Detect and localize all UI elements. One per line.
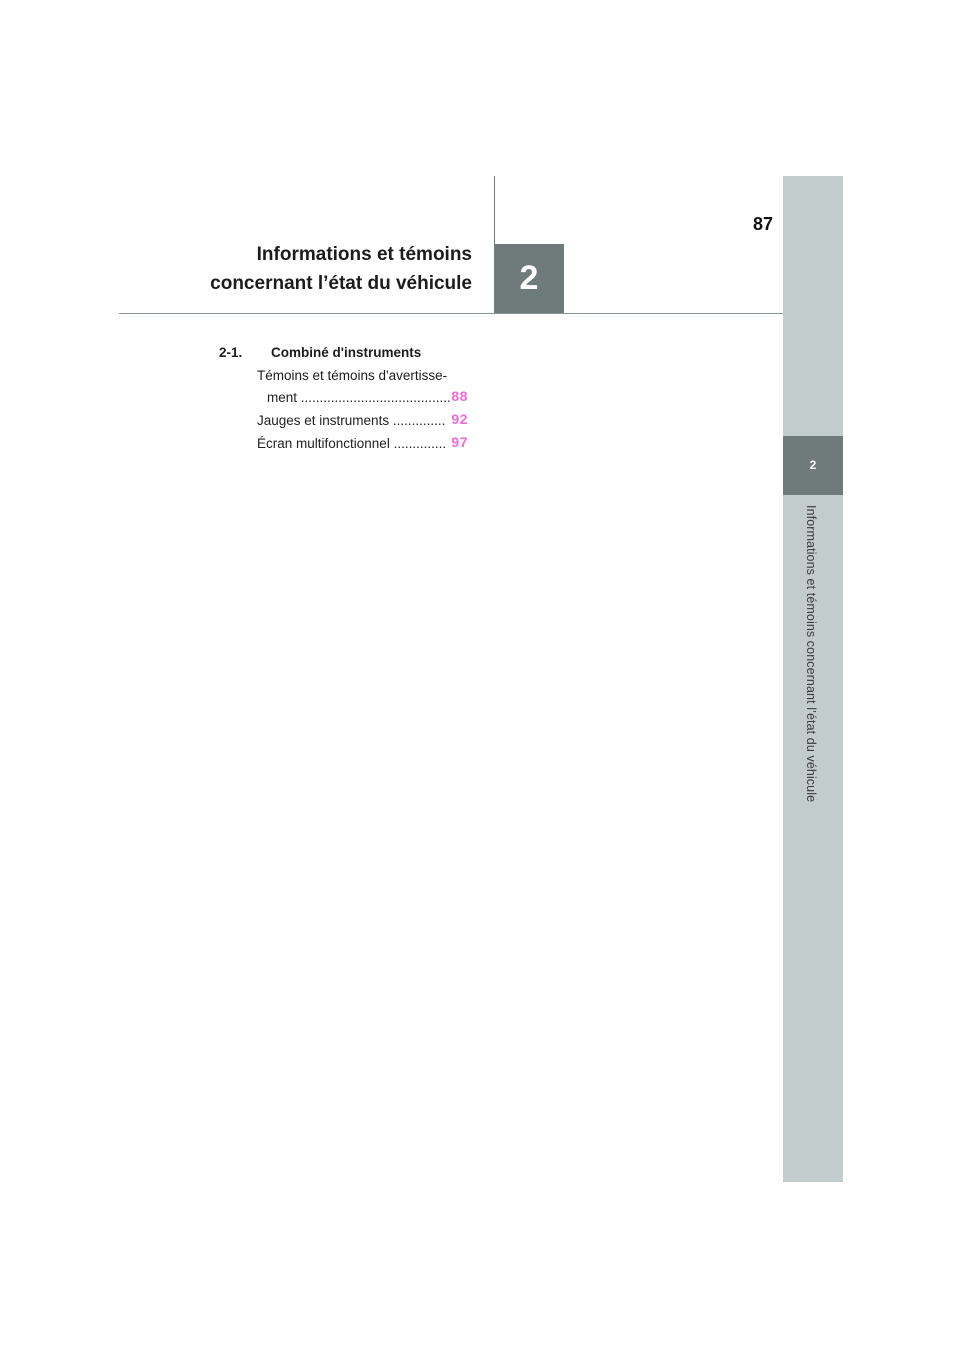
- header-horizontal-rule: [119, 313, 783, 314]
- toc-entry-1-line-1[interactable]: Témoins et témoins d'avertisse-: [257, 368, 448, 383]
- toc-entry-1-leader: ment ........................................: [267, 390, 451, 405]
- toc-entry-1-line-2[interactable]: [257, 390, 468, 405]
- side-tab-number: 2: [809, 458, 817, 472]
- chapter-title-line-2: concernant l’état du véhicule: [210, 273, 472, 294]
- chapter-title: [210, 240, 472, 298]
- toc-section-number: 2-1.: [219, 345, 243, 360]
- toc-entry-2-page-link[interactable]: 92: [451, 411, 468, 427]
- header-vertical-rule: [494, 176, 495, 244]
- side-tab-label: Informations et témoins concernant l’état du véhicule: [804, 505, 818, 803]
- toc-entry-2[interactable]: [257, 413, 468, 428]
- toc-section-title: Combiné d'instruments: [271, 345, 422, 360]
- chapter-title-line-1: Informations et témoins: [256, 244, 472, 265]
- page-number: 87: [752, 214, 773, 234]
- toc-entry-2-text: Jauges et instruments ..............: [257, 413, 446, 428]
- toc-entry-1-page-link[interactable]: 88: [451, 388, 468, 404]
- toc-entry-3-page-link[interactable]: 97: [451, 434, 468, 450]
- chapter-number: 2: [519, 259, 539, 297]
- toc-entry-3[interactable]: [257, 436, 468, 451]
- toc-entry-3-text: Écran multifonctionnel ..............: [257, 436, 447, 451]
